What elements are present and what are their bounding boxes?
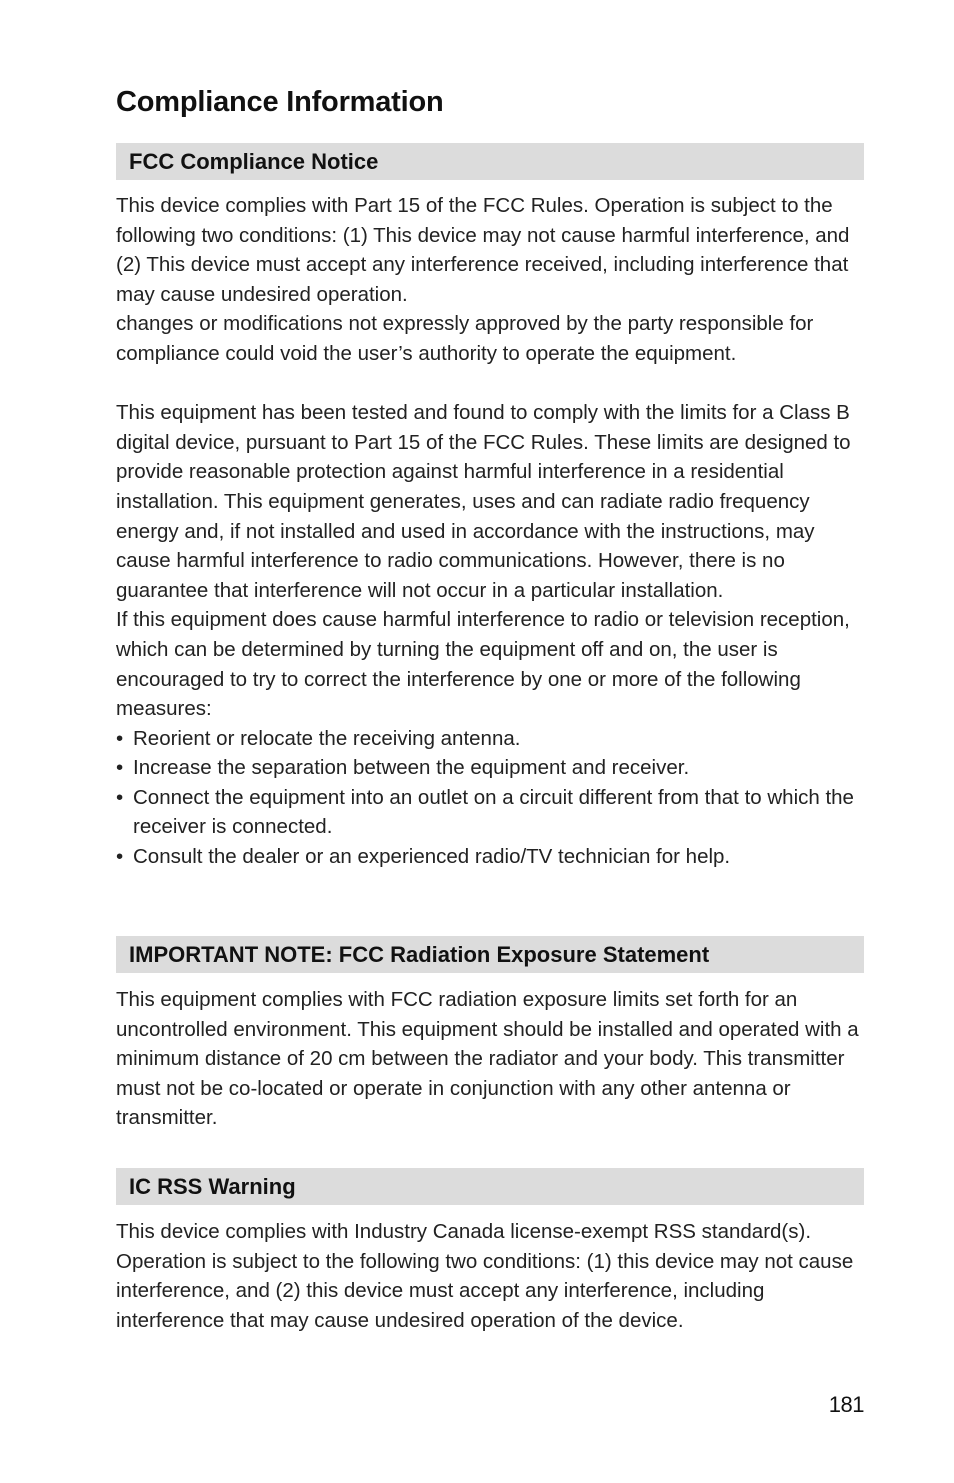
- section-heading-ic-rss-warning: IC RSS Warning: [116, 1168, 864, 1205]
- fcc-compliance-body: [116, 191, 864, 872]
- bullet-icon: •: [116, 756, 124, 780]
- bullet-icon: •: [116, 726, 124, 750]
- list-item: [116, 724, 864, 754]
- radiation-exposure-body: [116, 985, 864, 1133]
- page-number: 181: [828, 1392, 864, 1417]
- list-item: [116, 842, 864, 872]
- bullet-icon: •: [116, 845, 124, 869]
- paragraph-spacer: [116, 369, 864, 399]
- fcc-modifications-paragraph: changes or modifications not expressly approved by the party responsible for compliance could void the user’s authority to operate the equipment.: [116, 312, 814, 365]
- list-item: [116, 783, 864, 842]
- section-heading-fcc-compliance: FCC Compliance Notice: [116, 143, 864, 180]
- page-title: Compliance Information: [116, 86, 444, 118]
- fcc-class-b-paragraph: This equipment has been tested and found to comply with the limits for a Class B digital device, pursuant to Part 15 of the FCC Rules. These limits are designed to provide reasonable protection against harmful interference in a residential installation. This equipment generates, uses and can radiate radio frequency energy and, if not installed and used in accordance with the instructions, may cause harmful interference to radio communications. However, there is no guarantee that interference will not occur in a particular installation.: [116, 401, 851, 602]
- fcc-conditions-paragraph: This device complies with Part 15 of the FCC Rules. Operation is subject to the following two conditions: (1) This device may not cause harmful interference, and (2) This device must accept any interference received, including interference that may cause undesired operation.: [116, 194, 850, 306]
- ic-rss-body: [116, 1217, 864, 1335]
- fcc-interference-paragraph: If this equipment does cause harmful interference to radio or television reception, which can be determined by turning the equipment off and on, the user is encouraged to try to correct the interference by one or more of the following measures:: [116, 608, 850, 721]
- ic-rss-paragraph: This device complies with Industry Canada license-exempt RSS standard(s). Operation is subject to the following two conditions: (1) this device may not cause interference, and (2) this device must accept any interference, including interference that may cause undesired operation of the device.: [116, 1220, 854, 1332]
- radiation-exposure-paragraph: This equipment complies with FCC radiation exposure limits set forth for an uncontrolled environment. This equipment should be installed and operated with a minimum distance of 20 cm between the radiator and your body. This transmitter must not be co-located or operate in conjunction with any other antenna or transmitter.: [116, 988, 859, 1130]
- list-item: [116, 753, 864, 783]
- section-heading-radiation-exposure: IMPORTANT NOTE: FCC Radiation Exposure Statement: [116, 936, 864, 973]
- list-item-text: Connect the equipment into an outlet on a circuit different from that to which the receiver is connected.: [133, 785, 854, 839]
- bullet-icon: •: [116, 785, 124, 809]
- list-item-text: Reorient or relocate the receiving antenna.: [133, 726, 521, 750]
- list-item-text: Consult the dealer or an experienced radio/TV technician for help.: [133, 845, 731, 869]
- interference-measures-list: [116, 724, 864, 872]
- list-item-text: Increase the separation between the equipment and receiver.: [133, 756, 690, 780]
